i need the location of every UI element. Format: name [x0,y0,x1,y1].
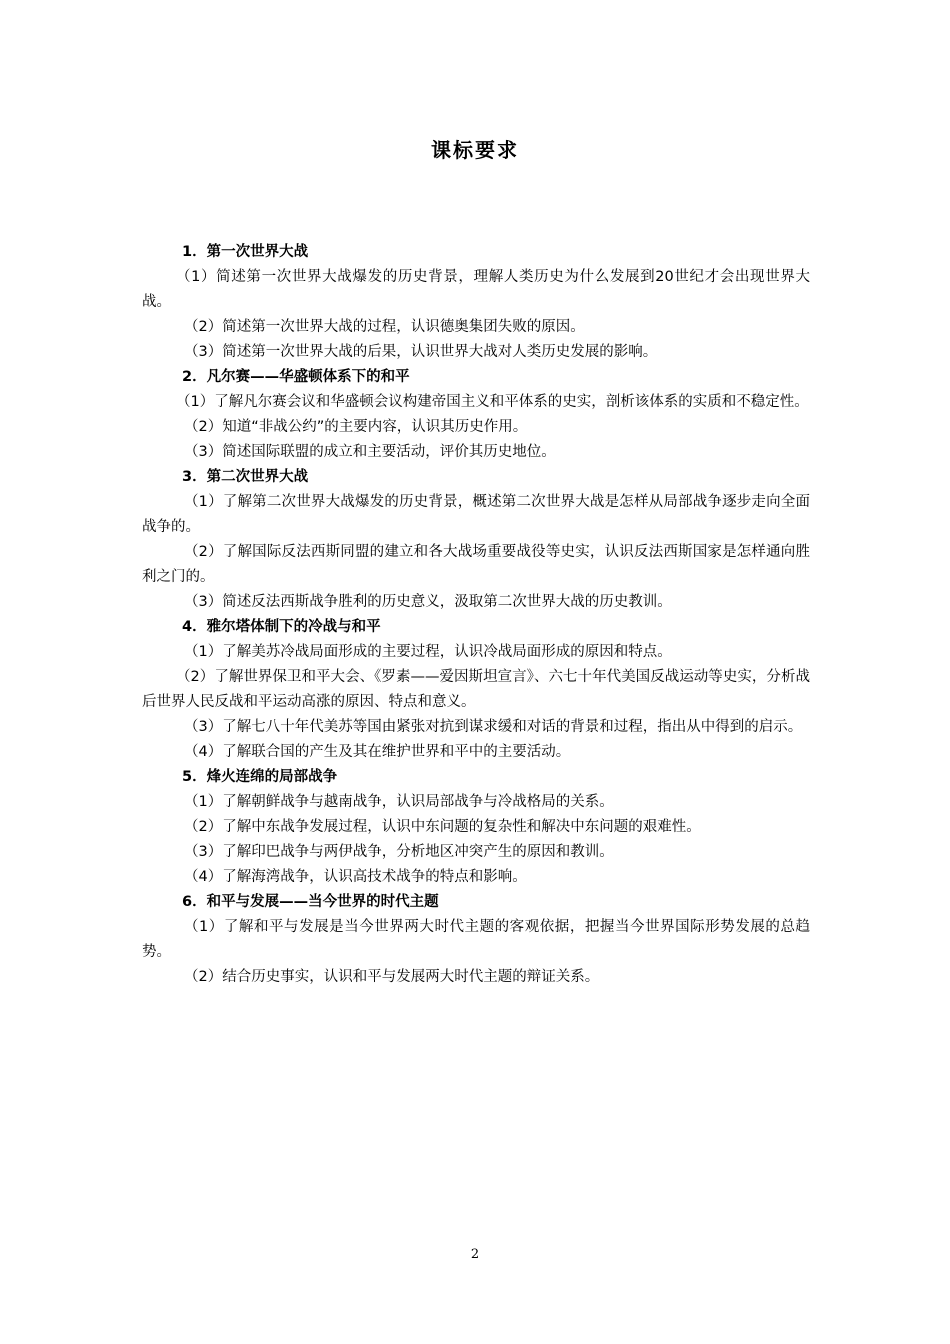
page-number: 2 [470,1247,480,1262]
section-1 [142,240,810,365]
section-heading: 1．第一次世界大战 [182,244,309,260]
section-heading: 5．烽火连绵的局部战争 [182,769,338,785]
list-item: （2）了解中东战争发展过程，认识中东问题的复杂性和解决中东问题的艰难性。 [184,819,701,835]
section-6 [142,890,810,990]
list-item: （4）了解海湾战争，认识高技术战争的特点和影响。 [184,869,527,885]
list-item: （2）结合历史事实，认识和平与发展两大时代主题的辩证关系。 [184,969,600,985]
list-item: （2）知道“非战公约”的主要内容，认识其历史作用。 [184,419,528,435]
list-item: （1）了解第二次世界大战爆发的历史背景，概述第二次世界大战是怎样从局部战争逐步走向全面战争的。 [142,494,810,535]
list-item: （3）了解印巴战争与两伊战争，分析地区冲突产生的原因和教训。 [184,844,614,860]
list-item: （1）简述第一次世界大战爆发的历史背景，理解人类历史为什么发展到20世纪才会出现世界大战。 [142,269,810,310]
list-item: （3）简述第一次世界大战的后果，认识世界大战对人类历史发展的影响。 [184,344,658,360]
list-item: （3）简述反法西斯战争胜利的历史意义，汲取第二次世界大战的历史教训。 [184,594,672,610]
list-item: （2）了解世界保卫和平大会、《罗素——爱因斯坦宣言》、六七十年代美国反战运动等史实，分析战后世界人民反战和平运动高涨的原因、特点和意义。 [142,669,810,710]
list-item: （4）了解联合国的产生及其在维护世界和平中的主要活动。 [184,744,571,760]
section-heading: 4．雅尔塔体制下的冷战与和平 [182,619,381,635]
list-item: （1）了解凡尔赛会议和华盛顿会议构建帝国主义和平体系的史实，剖析该体系的实质和不稳定性。 [176,394,809,410]
section-2 [142,365,810,465]
section-5 [142,765,810,890]
list-item: （2）简述第一次世界大战的过程，认识德奥集团失败的原因。 [184,319,585,335]
section-3 [142,465,810,615]
list-item: （3）简述国际联盟的成立和主要活动，评价其历史地位。 [184,444,556,460]
list-item: （3）了解七八十年代美苏等国由紧张对抗到谋求缓和对话的背景和过程，指出从中得到的启示。 [184,719,803,735]
section-4 [142,615,810,765]
section-heading: 3．第二次世界大战 [182,469,309,485]
list-item: （1）了解和平与发展是当今世界两大时代主题的客观依据，把握当今世界国际形势发展的总趋势。 [142,919,810,960]
list-item: （1）了解朝鲜战争与越南战争，认识局部战争与冷战格局的关系。 [184,794,614,810]
list-item: （1）了解美苏冷战局面形成的主要过程，认识冷战局面形成的原因和特点。 [184,644,672,660]
section-heading: 6．和平与发展——当今世界的时代主题 [182,894,439,910]
section-heading: 2．凡尔赛——华盛顿体系下的和平 [182,369,410,385]
page-title: 课标要求 [431,138,519,162]
list-item: （2）了解国际反法西斯同盟的建立和各大战场重要战役等史实，认识反法西斯国家是怎样通向胜利之门的。 [142,544,810,585]
document-body [142,240,810,990]
